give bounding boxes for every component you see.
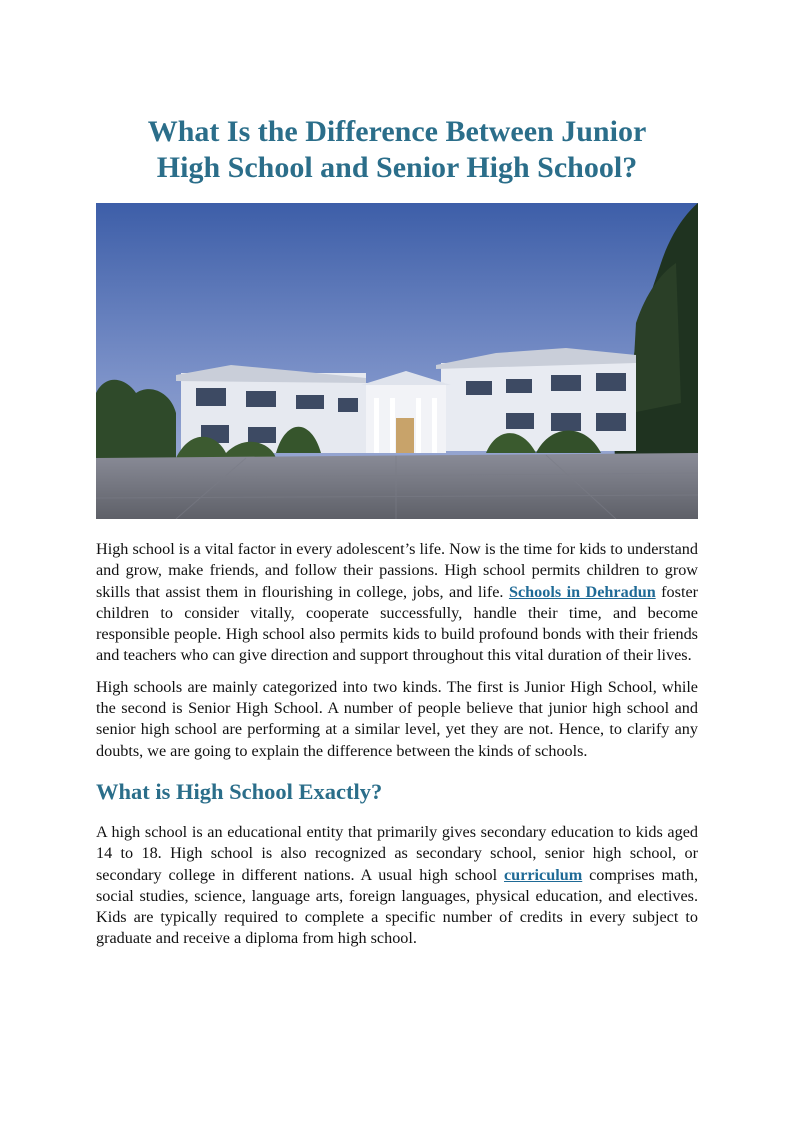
section-heading: What is High School Exactly? [96,778,383,804]
document-page [96,0,698,950]
schools-in-dehradun-link[interactable]: Schools in Dehradun [508,582,656,601]
intro-text-part1: High school is a vital factor in every adolescent’s life. Now is the time for kids to understand and grow, make friends, and follow their passions. High school permits children to grow skills that assist them in flourishing in college, jobs, and life. [96,540,698,601]
curriculum-link[interactable]: curriculum [504,865,583,884]
article-title [96,114,698,186]
title-line-1: What Is the Difference Between Junior [147,115,647,148]
school-building-photo [96,203,698,519]
intro-paragraph [96,539,698,667]
definition-text-part2: comprises math, social studies, science, language arts, foreign languages, physical education, and electives. Kids are typically required to complete a specific number of credits in every subject to graduate and receive a diploma from high school. [96,865,698,948]
title-line-2: High School and Senior High School? [156,151,638,184]
definition-text-part1: A high school is an educational entity that primarily gives secondary education to kids aged 14 to 18. High school is also recognized as secondary school, senior high school, or secondary college in different nations. A usual high school [96,822,698,884]
definition-paragraph [96,822,698,950]
categories-paragraph: High schools are mainly categorized into two kinds. The first is Junior High School, while the second is Senior High School. A number of people believe that junior high school and senior high school are performing at a similar level, yet they are not. Hence, to clarify any doubts, we are going to explain the difference between the kinds of schools. [96,677,698,760]
intro-text-part2: foster children to consider vitally, cooperate successfully, handle their time, and become responsible people. High school also permits kids to build profound bonds with their friends and teachers who can give direction and support throughout this vital duration of their lives. [96,582,699,665]
